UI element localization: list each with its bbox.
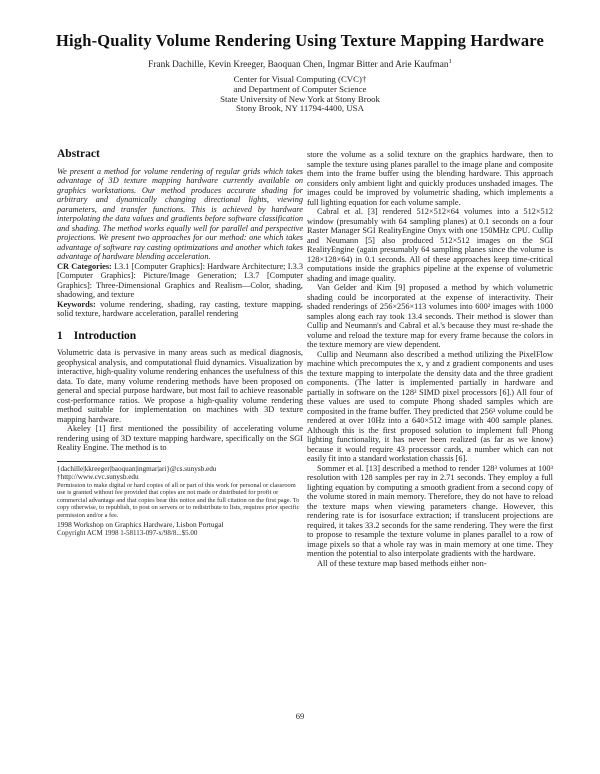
affiliation-line-3: State University of New York at Stony Brook [220,93,380,104]
body-paragraph: All of these texture map based methods either non- [317,558,487,568]
authors-line [0,58,600,70]
cr-categories-label: CR Categories: [57,261,112,271]
abstract-text: We present a method for volume rendering of regular grids which takes advantage of 3D texture mapping hardware currently available on graphics workstations. Our method produces accurate shading for arbitrary and dynamically changing directional lights, viewing parameters, and transfer functions. This is achieved by hardware interpolating the data values and gradients before software classification and shading. The method works equally well for parallel and perspective projections. We present two approaches for our method: one which takes advantage of software ray casting optimizations and another which takes advantage of hardware blending acceleration. [57,166,303,261]
intro-paragraph-1: Volumetric data is pervasive in many areas such as medical diagnosis, geophysical analysis, and computational fluid dynamics. Visualization by interactive, high-quality volume rendering enhances the usefulness of this data. To date, many volume rendering methods have been proposed on general and special purpose hardware, but most fail to achieve reasonable cost-performance ratios. We propose a high-quality volume rendering method suitable for implementation on machines with 3D texture mapping hardware. [57,348,303,424]
affiliation-block [0,75,600,114]
affiliation-line-4: Stony Brook, NY 11794-4400, USA [236,103,364,114]
footnote-url: †http://www.cvc.sunysb.edu [57,473,139,482]
authors-names: Frank Dachille, Kevin Kreeger, Baoquan Chen, Ingmar Bitter and Arie Kaufman [148,60,449,71]
copyright-line: Copyright ACM 1998 1-58113-097-x/98/8...$5.00 [57,529,198,538]
venue-line: 1998 Workshop on Graphics Hardware, Lisbon Portugal [57,519,224,529]
body-paragraph: Van Gelder and Kim [9] proposed a method by which volumetric shading could be incorporated at the expense of interactivity. Their shaded renderings of 256×256×113 volumes into 600² images with 1000 samples along each ray took 13.4 seconds. Their method is slower than Cullip and Neumann's and Cabral et al.'s because they must re-shade the volume and reload the texture map for every frame because the colors in the texture memory are view dependent. [307,283,553,349]
keywords-text: volume rendering, shading, ray casting, texture mapping, solid texture, hardware acceleration, parallel rendering [57,299,303,318]
page-title: High-Quality Volume Rendering Using Texture Mapping Hardware [55,31,545,50]
permission-notice: Permission to make digital or hard copies of all or part of this work for personal or classroom use is granted without fee provided that copies are not made or distributed for profit or commercial advantage and that copies bear this notice and the full citation on the first page. To copy otherwise, to republish, to post on servers or to redistribute to lists, requires prior specific permission and/or a fee. [57,481,300,520]
body-paragraph: Cabral et al. [3] rendered 512×512×64 volumes into a 512×512 window (presumably with 64 sampling planes) at 0.1 seconds on a four Raster Manager SGI RealityEngine Onyx with one 150MHz CPU. Cullip and Neumann [5] also produced 512×512 images on the SGI RealityEngine (again presumably 64 sampling planes since the volume is 128×128×64) in 0.1 seconds. All of these approaches keep time-critical computations inside the graphics pipeline at the expense of volumetric shading and image quality. [307,207,553,283]
page-number: 69 [295,711,305,721]
section-title: Introduction [73,329,137,342]
intro-paragraph-2: Akeley [1] first mentioned the possibility of accelerating volume rendering using of 3D texture mapping hardware, specifically on the SGI Reality Engine. The method is to [57,424,303,452]
left-column [57,150,303,539]
footnote-divider [57,461,161,462]
right-column [307,150,553,568]
paper-header [0,31,600,114]
cr-categories [57,262,303,300]
footnote-block [57,465,303,482]
author-footnote-mark: 1 [448,58,452,65]
keywords [57,300,303,319]
abstract-heading: Abstract [57,148,100,160]
cr-categories-text: I.3.1 [Computer Graphics]: Hardware Architecture; I.3.3 [Computer Graphics]: Picture/Image Generation; I.3.7 [Computer Graphics]: Three-Dimensional Graphics and Realism—Color, shading, shadowing, and texture [57,261,303,299]
affiliation-line-1: Center for Visual Computing (CVC)† [233,74,367,85]
section-number: 1 [57,329,63,342]
footnote-email: {dachille|kkreeger|baoquan|ingmar|ari}@cs.sunysb.edu [57,464,217,473]
keywords-label: Keywords: [57,299,96,309]
body-paragraph: Cullip and Neumann also described a method utilizing the PixelFlow machine which precomputes the x, y and z gradient components and uses the texture mapping to interpolate the density data and the three gradient components. (The latter is implemented partially in hardware and partially in software on the 128² SIMD pixel processors [6].) All four of these values are used to compute Phong shaded samples which are composited in the frame buffer. They predicted that 256³ volume could be rendered at over 10Hz into a 640×512 image with 400 sample planes. Although this is the first proposed solution to implement full Phong lighting functionality, it has never been realized (as far as we know) because it would require 43 processor cards, a number which can not easily fit into a standard workstation chassis [6]. [307,349,553,463]
body-paragraph: Sommer et al. [13] described a method to render 128³ volumes at 100³ resolution with 128 samples per ray in 2.71 seconds. They employ a full lighting equation by computing a smooth gradient from a second copy of the volume stored in main memory. Therefore, they do not have to reload the texture maps when viewing parameters change. However, this rendering rate is for isosurface extraction; if translucent projections are required, it takes 33.2 seconds for the same rendering. They were the first to propose to resample the texture volume in planes parallel to a row of image pixels so that a whole ray was in main memory at one time. They mention the potential to also interpolate gradients with the hardware. [307,463,553,558]
affiliation-line-2: and Department of Computer Science [233,83,367,94]
introduction-heading [57,329,303,342]
body-paragraph: store the volume as a solid texture on the graphics hardware, then to sample the texture using planes parallel to the image plane and composite them into the frame buffer using the blending hardware. This approach considers only ambient light and quickly produces unshaded images. The images could be improved by volumetric shading, which implements a full lighting equation for each volume sample. [307,150,553,207]
